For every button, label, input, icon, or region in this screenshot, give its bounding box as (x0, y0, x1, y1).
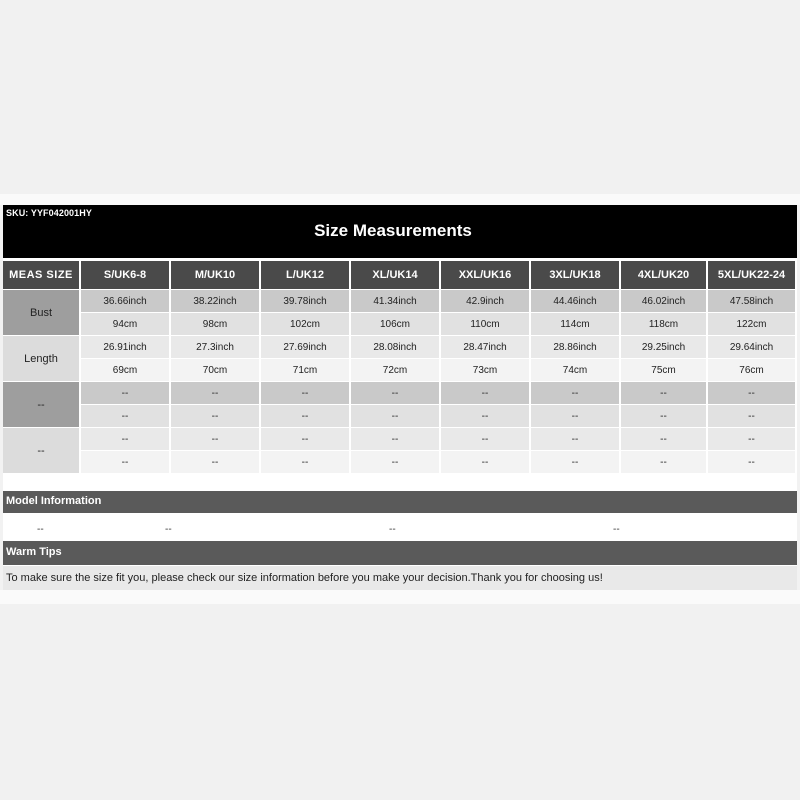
table-cell: -- (351, 405, 439, 427)
table-cell: -- (441, 382, 529, 404)
table-cell: -- (531, 428, 619, 450)
table-cell: 75cm (621, 359, 706, 381)
column-header: 4XL/UK20 (621, 261, 706, 289)
table-row (3, 428, 795, 450)
column-header: M/UK10 (171, 261, 259, 289)
table-cell: 72cm (351, 359, 439, 381)
row-label: -- (3, 428, 79, 473)
size-table (1, 260, 797, 474)
top-background (0, 0, 800, 194)
table-cell: 44.46inch (531, 290, 619, 312)
table-cell: -- (171, 451, 259, 473)
table-cell: 26.91inch (81, 336, 169, 358)
table-cell: -- (531, 382, 619, 404)
table-cell: 28.08inch (351, 336, 439, 358)
row-label: -- (3, 382, 79, 427)
model-value: -- (389, 524, 396, 535)
table-cell: 46.02inch (621, 290, 706, 312)
model-value: -- (165, 524, 172, 535)
table-cell: 47.58inch (708, 290, 795, 312)
table-cell: 69cm (81, 359, 169, 381)
column-header: S/UK6-8 (81, 261, 169, 289)
table-header-row (3, 261, 795, 289)
warm-tips-text: To make sure the size fit you, please check our size information before you make your decision.Thank you for choosing us! (6, 572, 603, 584)
table-cell: 27.69inch (261, 336, 349, 358)
table-cell: 41.34inch (351, 290, 439, 312)
table-cell: 71cm (261, 359, 349, 381)
table-cell: -- (171, 405, 259, 427)
table-cell: -- (621, 428, 706, 450)
table-cell: -- (621, 382, 706, 404)
table-cell: 74cm (531, 359, 619, 381)
sku-label: SKU: YYF042001HY (6, 208, 92, 218)
table-cell: 110cm (441, 313, 529, 335)
top-divider (0, 194, 800, 205)
table-cell: 98cm (171, 313, 259, 335)
table-cell: -- (708, 451, 795, 473)
table-cell: 42.9inch (441, 290, 529, 312)
column-header: MEAS SIZE (3, 261, 79, 289)
table-cell: -- (621, 405, 706, 427)
size-chart (3, 205, 797, 590)
table-cell: -- (621, 451, 706, 473)
table-cell: -- (531, 451, 619, 473)
table-cell: 122cm (708, 313, 795, 335)
table-cell: 28.86inch (531, 336, 619, 358)
table-cell: -- (81, 451, 169, 473)
table-cell: -- (261, 451, 349, 473)
table-cell: -- (708, 382, 795, 404)
table-row (3, 451, 795, 473)
table-cell: 118cm (621, 313, 706, 335)
model-information-heading (3, 491, 797, 513)
table-cell: -- (261, 428, 349, 450)
bottom-divider (0, 590, 800, 604)
table-cell: -- (81, 405, 169, 427)
table-cell: 28.47inch (441, 336, 529, 358)
table-row (3, 290, 795, 312)
table-cell: 102cm (261, 313, 349, 335)
table-cell: 27.3inch (171, 336, 259, 358)
model-value: -- (613, 524, 620, 535)
column-header: XXL/UK16 (441, 261, 529, 289)
table-cell: -- (441, 451, 529, 473)
column-header: 5XL/UK22-24 (708, 261, 795, 289)
table-cell: -- (351, 451, 439, 473)
table-cell: 29.25inch (621, 336, 706, 358)
table-cell: 94cm (81, 313, 169, 335)
chart-title: Size Measurements (314, 221, 472, 240)
table-cell: -- (351, 382, 439, 404)
table-cell: 106cm (351, 313, 439, 335)
table-cell: -- (441, 405, 529, 427)
table-cell: 39.78inch (261, 290, 349, 312)
table-cell: -- (351, 428, 439, 450)
model-information-title: Model Information (6, 495, 102, 507)
table-cell: -- (261, 405, 349, 427)
row-label: Bust (3, 290, 79, 335)
table-cell: -- (261, 382, 349, 404)
model-information-row (3, 518, 797, 540)
row-label: Length (3, 336, 79, 381)
table-cell: -- (171, 428, 259, 450)
table-cell: 70cm (171, 359, 259, 381)
table-cell: -- (81, 382, 169, 404)
bottom-background (0, 604, 800, 800)
table-row (3, 359, 795, 381)
chart-header (3, 205, 797, 258)
column-header: XL/UK14 (351, 261, 439, 289)
table-cell: 38.22inch (171, 290, 259, 312)
table-cell: 73cm (441, 359, 529, 381)
table-cell: -- (441, 428, 529, 450)
table-cell: -- (708, 405, 795, 427)
table-row (3, 336, 795, 358)
warm-tips-row (3, 566, 797, 590)
warm-tips-heading (3, 541, 797, 565)
table-cell: -- (708, 428, 795, 450)
table-cell: 29.64inch (708, 336, 795, 358)
table-row (3, 313, 795, 335)
table-row (3, 405, 795, 427)
table-cell: -- (531, 405, 619, 427)
table-row (3, 382, 795, 404)
model-value: -- (37, 524, 44, 535)
table-cell: 36.66inch (81, 290, 169, 312)
table-cell: -- (81, 428, 169, 450)
warm-tips-title: Warm Tips (6, 546, 62, 558)
column-header: 3XL/UK18 (531, 261, 619, 289)
table-cell: 76cm (708, 359, 795, 381)
table-cell: 114cm (531, 313, 619, 335)
table-cell: -- (171, 382, 259, 404)
column-header: L/UK12 (261, 261, 349, 289)
